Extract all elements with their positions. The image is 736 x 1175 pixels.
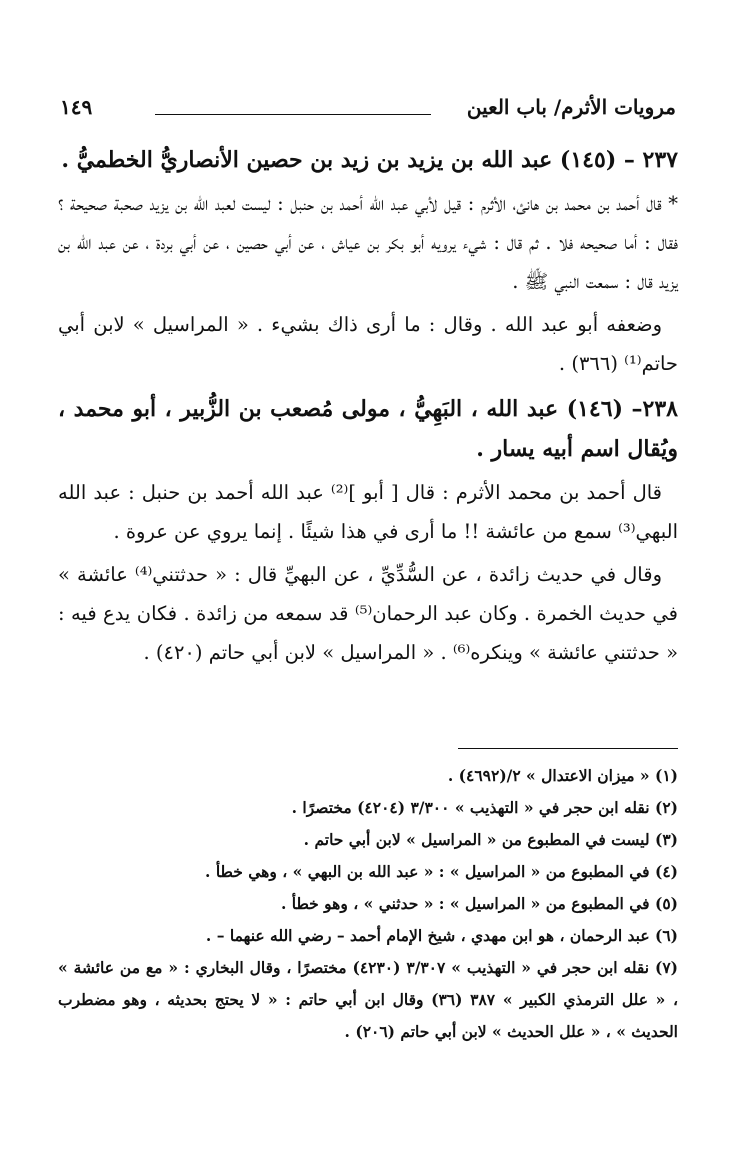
page-header <box>60 95 676 131</box>
entry-238-paragraph-1: قال أحمد بن محمد الأثرم : قال [ أبو ]⁽²⁾ عبد الله أحمد بن حنبل : عبد الله البهي⁽³⁾ سمع من عائشة !! ما أرى في هذا شيئًا . إنما يروي عن عروة . <box>58 481 678 543</box>
footnotes-rule <box>458 748 678 749</box>
footnote-7: (٧) نقله ابن حجر في « التهذيب » ٣/٣٠٧ (٤٢٣٠) مختصرًا ، وقال البخاري : « مع من عائشة » ، « علل الترمذي الكبير » ٣٨٧ (٣٦) وقال ابن أبي حاتم : « لا يحتج بحديثه ، وهو مضطرب الحديث » ، « علل الحديث » لابن أبي حاتم (٢٠٦) . <box>58 958 679 1041</box>
entry-237-paragraph-2: وضعفه أبو عبد الله . وقال : ما أرى ذاك بشيء . « المراسيل » لابن أبي حاتم⁽¹⁾ (٣٦٦) . <box>58 313 678 375</box>
footnote-2: (٢) نقله ابن حجر في « التهذيب » ٣/٣٠٠ (٤٢٠٤) مختصرًا . <box>291 798 678 817</box>
footnote-4: (٤) في المطبوع من « المراسيل » : « عبد الله بن البهي » ، وهي خطأ . <box>205 862 678 881</box>
footnote-3: (٣) ليست في المطبوع من « المراسيل » لابن أبي حاتم . <box>303 830 678 849</box>
entry-237-heading: ٢٣٧ – (١٤٥) عبد الله بن يزيد بن زيد بن حصين الأنصاريُّ الخطميُّ . <box>61 147 678 173</box>
entry-238-heading: ٢٣٨– (١٤٦) عبد الله ، البَهِيُّ ، مولى مُصعب بن الزُّبير ، أبو محمد ، ويُقال اسم أبيه يسار . <box>58 396 678 462</box>
entry-238-paragraph-2: وقال في حديث زائدة ، عن السُّدِّيِّ ، عن البهيِّ قال : « حدثتني⁽⁴⁾ عائشة » في حديث الخمرة . وكان عبد الرحمان⁽⁵⁾ قد سمعه من زائدة . فكان يدع فيه : « حدثتني عائشة » وينكره⁽⁶⁾ . « المراسيل » لابن أبي حاتم (٤٢٠) . <box>58 563 678 664</box>
footnote-6: (٦) عبد الرحمان ، هو ابن مهدي ، شيخ الإمام أحمد – رضي الله عنهما – . <box>205 926 678 945</box>
footnote-1: (١) « ميزان الاعتدال » ٢/(٤٦٩٢) . <box>447 766 678 785</box>
entry-237-paragraph-1: * قال أحمد بن محمد بن هانئ، الأثرم : قيل لأبي عبد الله أحمد بن حنبل : ليست لعبد الله بن يزيد صحبة صحيحة ؟ فقال : أما صحيحه فلا . ثم قال : شيء يرويه أبو بكر بن عياش ، عن أبي حصين ، عن أبي بردة ، عن عبد الله بن يزيد قال : سمعت النبي ﷺ . <box>58 192 678 293</box>
footnotes <box>58 760 678 1048</box>
page-number: ١٤٩ <box>60 95 93 119</box>
header-rule <box>155 114 431 115</box>
running-title: مرويات الأثرم/ باب العين <box>466 95 676 119</box>
page-body <box>58 140 678 676</box>
footnote-5: (٥) في المطبوع من « المراسيل » : « حدثني » ، وهو خطأ . <box>280 894 678 913</box>
